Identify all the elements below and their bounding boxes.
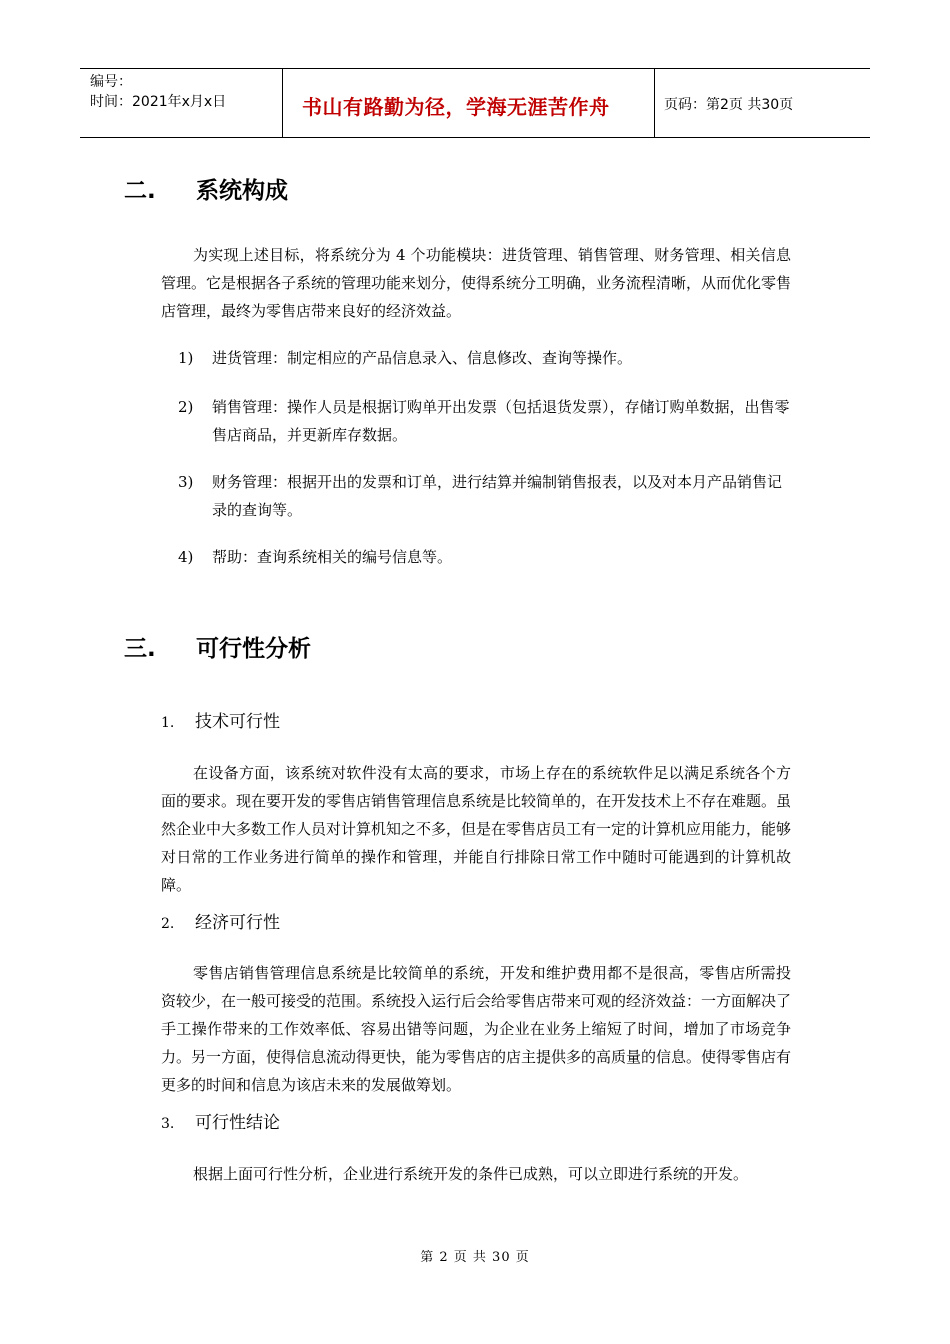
subsection-number: 3. (161, 1116, 175, 1132)
section-number: 三. (124, 636, 156, 662)
section-heading (124, 630, 311, 663)
section-title: 可行性分析 (196, 636, 311, 662)
page-header (80, 68, 870, 138)
paragraph: 为实现上述目标，将系统分为 4 个功能模块：进货管理、销售管理、财务管理、相关信息管理。它是根据各子系统的管理功能来划分，使得系统分工明确，业务流程清晰，从而优化零售店管理，最终为零售店带来良好的经济效益。 (161, 246, 792, 320)
subsection-heading (161, 908, 280, 933)
subsection-number: 2. (161, 916, 175, 932)
subsection-heading (161, 1108, 280, 1133)
list-item (178, 468, 790, 524)
section-heading (124, 172, 288, 205)
subsection-title: 可行性结论 (195, 1113, 280, 1133)
list-item (178, 543, 790, 571)
header-meta (90, 72, 226, 112)
header-motto: 书山有路勤为径，学海无涯苦作舟 (302, 95, 610, 119)
serial-label: 编号： (90, 74, 132, 90)
list-number: 4) (178, 548, 194, 566)
subsection-heading (161, 707, 280, 732)
subsection-title: 技术可行性 (195, 712, 280, 732)
list-text: 财务管理：根据开出的发票和订单，进行结算并编制销售报表，以及对本月产品销售记录的查询等。 (212, 473, 783, 519)
time-label: 时间：2021年x月x日 (90, 94, 227, 110)
subsection-title: 经济可行性 (195, 913, 280, 933)
paragraph: 零售店销售管理信息系统是比较简单的系统，开发和维护费用都不是很高，零售店所需投资较少，在一般可接受的范围。系统投入运行后会给零售店带来可观的经济效益：一方面解决了手工操作带来的工作效率低、容易出错等问题，为企业在业务上缩短了时间，增加了市场竞争力。另一方面，使得信息流动得更快，能为零售店的店主提供多的高质量的信息。使得零售店有更多的时间和信息为该店未来的发展做筹划。 (161, 964, 792, 1094)
subsection-number: 1. (161, 715, 175, 731)
header-divider (282, 69, 283, 137)
list-number: 1) (178, 349, 194, 367)
section-title: 系统构成 (196, 178, 288, 204)
page-footer: 第 2 页 共 30 页 (420, 1250, 530, 1265)
list-text: 销售管理：操作人员是根据订购单开出发票（包括退货发票），存储订购单数据，出售零售店商品，并更新库存数据。 (212, 398, 790, 444)
list-number: 2) (178, 398, 194, 416)
section-number: 二. (124, 178, 156, 204)
list-item (178, 344, 790, 372)
header-page-info: 页码：第2页 共30页 (664, 97, 794, 113)
list-text: 进货管理：制定相应的产品信息录入、信息修改、查询等操作。 (212, 349, 633, 367)
list-number: 3) (178, 473, 194, 491)
list-item (178, 393, 790, 449)
paragraph: 在设备方面，该系统对软件没有太高的要求，市场上存在的系统软件足以满足系统各个方面的要求。现在要开发的零售店销售管理信息系统是比较简单的，在开发技术上不存在难题。虽然企业中大多数工作人员对计算机知之不多，但是在零售店员工有一定的计算机应用能力，能够对日常的工作业务进行简单的操作和管理，并能自行排除日常工作中随时可能遇到的计算机故障。 (161, 764, 792, 894)
paragraph: 根据上面可行性分析，企业进行系统开发的条件已成熟，可以立即进行系统的开发。 (193, 1165, 749, 1183)
list-text: 帮助：查询系统相关的编号信息等。 (212, 548, 453, 566)
header-divider (654, 69, 655, 137)
